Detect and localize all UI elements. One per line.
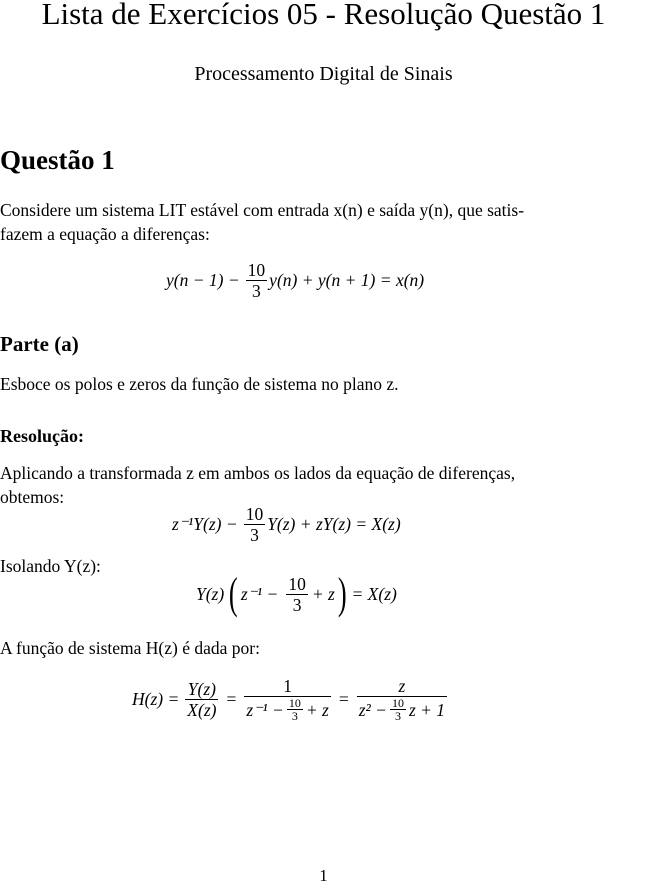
eq3-frac-den: 3 [286,594,308,615]
eq4-f2-den-frac [287,697,303,722]
eq4-f3-num: z [398,676,406,696]
intro-line-1: Considere um sistema LIT estável com entrada x(n) e saída y(n), que satis- [0,200,525,220]
eq2-fraction [244,504,266,545]
eq3-inner-right: + z [311,583,335,604]
part-a-heading: Parte (a) [0,332,79,356]
eq4-f2-den-frac-num: 10 [288,696,301,710]
eq1-right: y(n) + y(n + 1) = x(n) [269,270,425,290]
eq4-f2-den-right: + z [305,699,329,720]
eq3-left: Y(z) [196,583,225,604]
resolution-heading: Resolução: [0,426,84,446]
eq2-frac-den: 3 [244,524,266,545]
part-a-statement: Esboce os polos e zeros da função de sistema no plano z. [0,374,399,394]
left-paren: ( [229,569,238,618]
system-function-equation [132,676,447,722]
eq3-inner-left: z⁻¹ − [240,583,279,604]
eq4-frac2 [244,676,330,722]
eq4-f3-den-left: z² − [358,699,387,720]
page-number: 1 [319,866,328,885]
difference-equation [166,260,424,301]
eq1-frac-num: 10 [247,260,266,280]
isolating-text: Isolando Y(z): [0,556,101,576]
document-title: Lista de Exercícios 05 - Resolução Questão 1 [41,0,606,31]
eq3-fraction [286,574,308,615]
eq2-left: z⁻¹Y(z) − [172,514,238,534]
isolated-equation [196,569,397,618]
eq1-fraction [246,260,268,301]
eq4-f3-den-right: z + 1 [408,699,446,720]
question-heading: Questão 1 [0,145,115,175]
eq4-equals-1: = [226,688,237,709]
eq4-f2-den-left: z⁻¹ − [246,699,284,720]
eq4-f1-den: X(z) [187,699,217,720]
system-function-text: A função de sistema H(z) é dada por: [0,638,260,658]
right-paren: ) [337,569,347,618]
eq4-frac1 [185,679,218,720]
eq4-frac3 [357,676,447,722]
document-subtitle: Processamento Digital de Sinais [194,63,453,85]
eq2-right: Y(z) + zY(z) = X(z) [267,514,401,534]
eq4-f2-num: 1 [283,676,292,696]
eq4-f3-den-frac-den: 3 [390,709,406,722]
eq4-f3-den-frac-num: 10 [391,696,404,710]
eq4-f2-den-frac-den: 3 [287,709,303,722]
z-transform-equation [172,504,401,545]
eq2-frac-num: 10 [245,504,264,524]
eq4-lhs: H(z) = [132,688,180,709]
eq4-equals-2: = [338,688,349,709]
eq3-right: = X(z) [351,583,397,604]
resolution-intro [0,461,647,509]
eq3-frac-num: 10 [288,573,306,594]
eq1-left: y(n − 1) − [166,270,240,290]
eq4-f2-den [244,696,330,722]
eq4-f1-num: Y(z) [187,678,216,699]
question-intro [0,198,647,246]
resolution-line-1: Aplicando a transformada z em ambos os lados da equação de diferenças, [0,463,516,483]
intro-line-2: fazem a equação a diferenças: [0,224,210,244]
resolution-line-2: obtemos: [0,487,65,507]
eq4-f3-den [357,696,447,722]
eq4-f3-den-frac [390,697,406,722]
eq1-frac-den: 3 [246,280,268,301]
